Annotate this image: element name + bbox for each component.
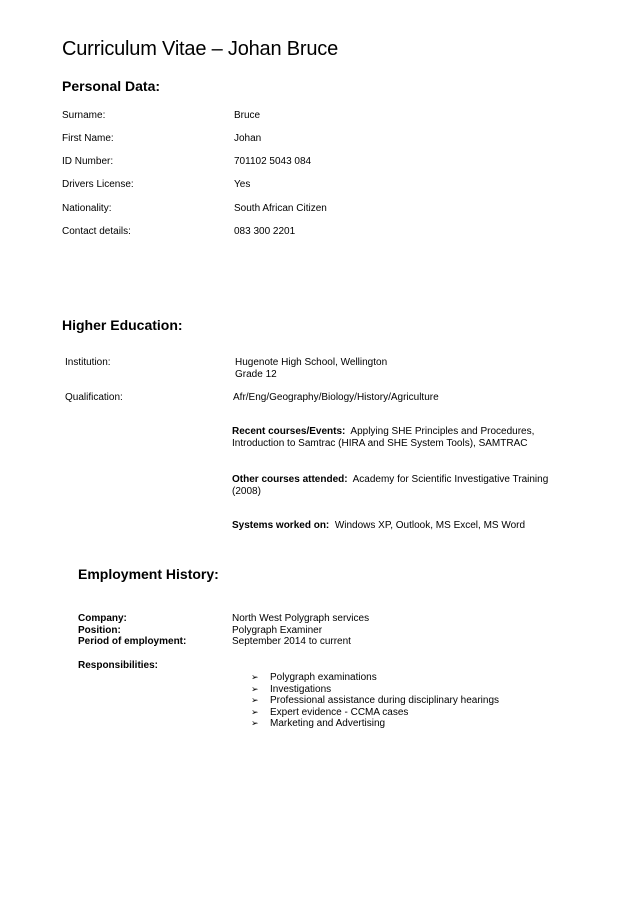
- company-label: Company:: [78, 613, 127, 624]
- id-number-value: 701102 5043 084: [234, 156, 312, 167]
- drivers-license-value: Yes: [234, 179, 251, 190]
- recent-courses-value: Applying SHE Principles and Procedures, Introduction to Samtrac (HIRA and SHE System Tools), SAMTRAC: [232, 426, 535, 449]
- institution-label: Institution:: [65, 357, 111, 368]
- list-item: ➢ Expert evidence - CCMA cases: [251, 706, 409, 718]
- qualification-value: Afr/Eng/Geography/Biology/History/Agriculture: [233, 392, 439, 403]
- list-item: ➢ Investigations: [251, 683, 332, 695]
- contact-details-value: 083 300 2201: [234, 226, 296, 237]
- arrow-bullet-icon: ➢: [251, 718, 259, 729]
- systems-value: Windows XP, Outlook, MS Excel, MS Word: [334, 520, 526, 531]
- employment-history-heading: Employment History:: [78, 566, 219, 582]
- personal-data-heading: Personal Data:: [62, 78, 161, 94]
- responsibilities-list: [251, 672, 499, 730]
- arrow-bullet-icon: ➢: [251, 683, 259, 694]
- nationality-label: Nationality:: [62, 203, 112, 214]
- company-value: North West Polygraph services: [232, 613, 370, 624]
- institution-name: Hugenote High School, Wellington: [235, 357, 388, 368]
- list-item: ➢ Marketing and Advertising: [251, 718, 386, 730]
- institution-grade: Grade 12: [235, 369, 277, 380]
- period-label: Period of employment:: [78, 636, 187, 647]
- qualification-label: Qualification:: [65, 392, 123, 403]
- first-name-label: First Name:: [62, 133, 114, 144]
- position-value: Polygraph Examiner: [232, 625, 323, 636]
- first-name-value: Johan: [234, 133, 262, 144]
- other-courses: [232, 474, 552, 498]
- recent-courses: [232, 426, 552, 450]
- responsibilities-label: Responsibilities:: [78, 660, 159, 671]
- id-number-label: ID Number:: [62, 156, 114, 167]
- systems-worked-on: [232, 520, 525, 531]
- surname-label: Surname:: [62, 110, 106, 121]
- higher-education-heading: Higher Education:: [62, 317, 183, 333]
- arrow-bullet-icon: ➢: [251, 672, 259, 682]
- list-item: ➢ Polygraph examinations: [251, 672, 377, 683]
- other-courses-label: Other courses attended:: [232, 474, 348, 485]
- drivers-license-label: Drivers License:: [62, 179, 134, 190]
- period-value: September 2014 to current: [232, 636, 351, 647]
- list-item: ➢ Professional assistance during disciplinary hearings: [251, 695, 500, 707]
- other-courses-value: Academy for Scientific Investigative Training (2008): [232, 474, 549, 497]
- position-label: Position:: [78, 625, 121, 636]
- recent-courses-label: Recent courses/Events:: [232, 426, 346, 437]
- systems-label: Systems worked on:: [232, 520, 330, 531]
- arrow-bullet-icon: ➢: [251, 706, 259, 717]
- arrow-bullet-icon: ➢: [251, 695, 259, 706]
- contact-details-label: Contact details:: [62, 226, 131, 237]
- page-title: Curriculum Vitae – Johan Bruce: [62, 38, 338, 60]
- surname-value: Bruce: [234, 110, 261, 121]
- nationality-value: South African Citizen: [234, 203, 327, 214]
